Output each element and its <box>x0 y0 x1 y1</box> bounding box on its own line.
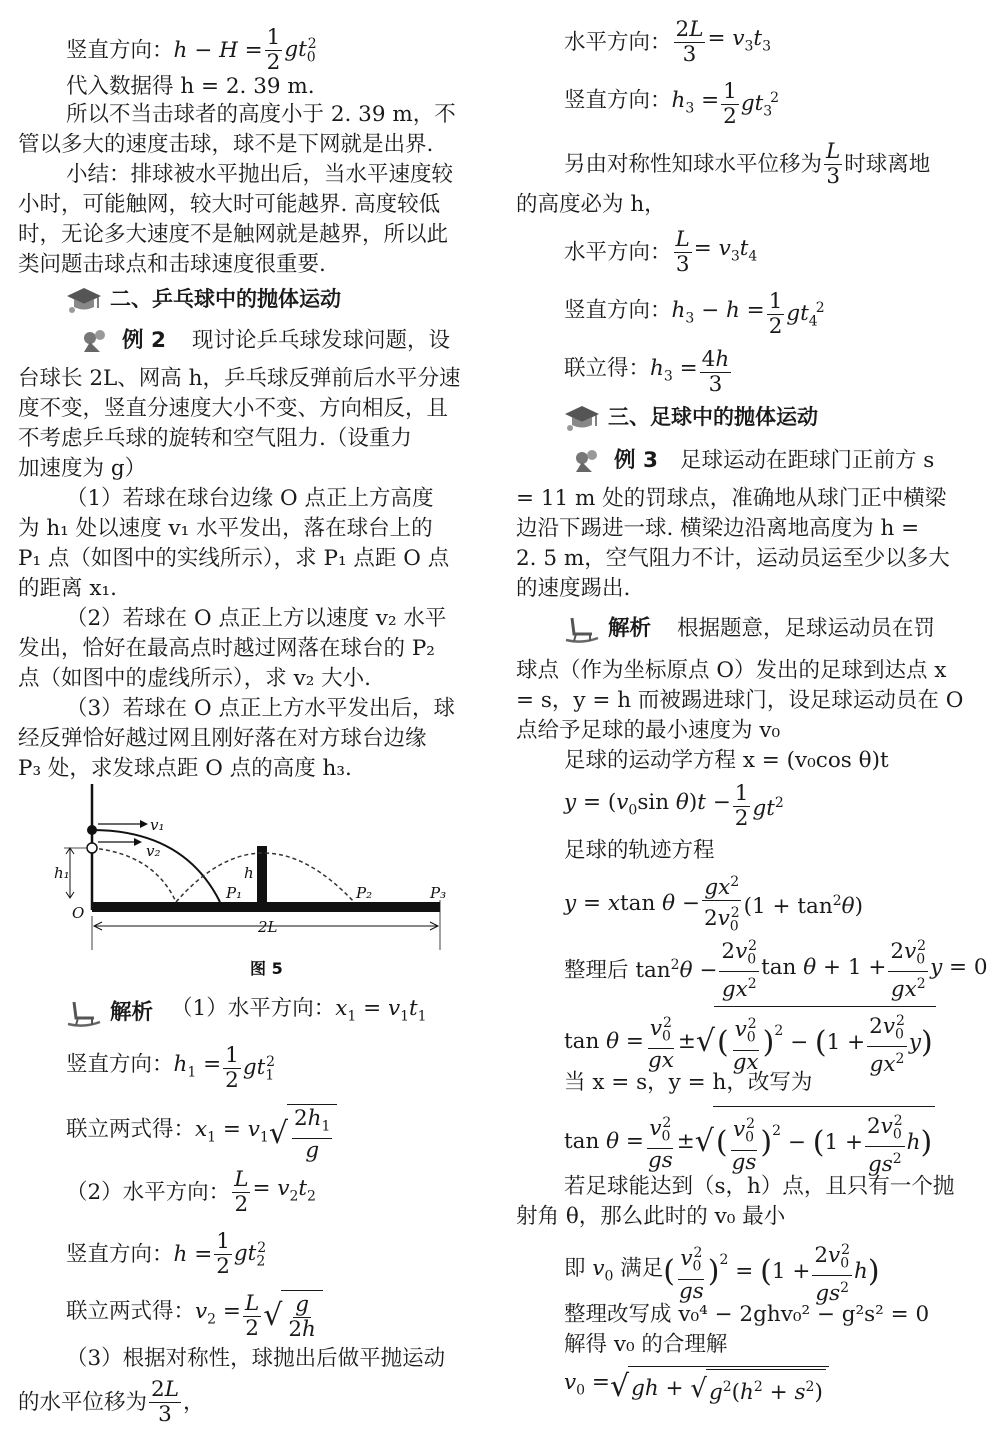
equation-y-kinematics: $y = (v_0\sin$ θ)t − $\frac{1}{2}$ $gt^2$ <box>564 781 784 831</box>
reasonable-solution-label: 解得 v₀ 的合理解 <box>564 1332 728 1357</box>
question-3-line: （3）若球在 O 点正上方水平发出后，球 <box>66 696 455 721</box>
solution-label: 解析 <box>608 616 652 641</box>
solution-heading <box>64 994 427 1031</box>
equation-x1: 联立两式得：$x_1 = v_1$ √ $2h_1$ g <box>66 1104 337 1163</box>
equation-arranged: 整理后 $\tan^2\theta$ − $\frac{2v_0^2}{gx^2}$ tan θ + 1 + $\frac{2v_0^2}{gx^2}$ y = 0 <box>564 934 988 1003</box>
summary-line: 类问题击球点和击球速度很重要. <box>18 252 326 277</box>
example-2-label: 例 2 <box>122 328 166 353</box>
equation-horizontal-L2: （2）水平方向： $\frac{L}{2}$ = $v_2t_2$ <box>66 1167 316 1217</box>
symmetry-line-2: 的高度必为 h， <box>516 192 666 217</box>
solution-label: 解析 <box>110 999 154 1025</box>
summary-line: 小结：排球被水平抛出后，当水平速度较 <box>66 162 454 187</box>
equation-satisfy: 即 $v_0$ 满足 ( $v_0^2$ gs ) $^2$ = ( 1 + $\frac{2v_0^2}{gs^2}$ h ) <box>564 1238 880 1307</box>
figure-5-diagram <box>54 784 474 984</box>
example-2-line: 现讨论乒乓球发球问题，设 <box>191 328 450 353</box>
example-2-line: 度不变，竖直分速度大小不变、方向相反，且 <box>18 396 449 421</box>
label-h1: h₁ <box>54 864 70 882</box>
example-3-line: = 11 m 处的罚球点，准确地从球门正中横梁 <box>516 486 947 511</box>
trajectory-label: 足球的轨迹方程 <box>564 838 715 863</box>
question-2-line: 点（如图中的虚线所示），求 v₂ 大小. <box>18 666 372 691</box>
equation-vertical-h: 竖直方向：h = $\frac{1}{2}$ $gt_2^2$ <box>66 1229 267 1279</box>
summary-line: 时，无论多大速度不是触网就是越界，所以此 <box>18 222 449 247</box>
question-2-line: 发出，恰好在最高点时越过网落在球台的 P₂ <box>18 636 435 661</box>
example-2-line: 台球长 2L、网高 h，乒乓球反弹前后水平分速 <box>18 366 461 391</box>
ball-hollow <box>87 843 97 853</box>
summary-line: 小时，可能触网，较大时可能越界. 高度较低 <box>18 192 441 217</box>
section-2-title: 二、乒乓球中的抛体运动 <box>110 287 341 311</box>
equation-vertical-h1: 竖直方向：$h_1$ = $\frac{1}{2}$ $gt_1^2$ <box>66 1043 276 1093</box>
example-2-line: 不考虑乒乓球的旋转和空气阻力.（设重力 <box>18 426 412 451</box>
table-surface <box>92 902 440 912</box>
equation-v2: 联立两式得：$v_2$ = $\frac{L}{2}$ √ g 2h <box>66 1290 323 1342</box>
solution-line: = s，y = h 而被踢进球门，设足球运动员在 O <box>516 688 964 713</box>
question-1-line: P₁ 点（如图中的实线所示），求 P₁ 点距 O 点 <box>18 546 450 571</box>
symmetry-line-1: 另由对称性知球水平位移为 L 3 时球离地 <box>564 139 931 189</box>
graduation-cap-icon <box>562 402 602 432</box>
example-2-line: 加速度为 g） <box>18 456 147 481</box>
question-1-line: （1）若球在球台边缘 O 点正上方高度 <box>66 486 434 511</box>
label-P1: P₁ <box>226 884 243 902</box>
equation-trajectory: y = xtan θ − $\frac{gx^2}{2v_0^2}$ $(1 + \tan^2\theta)$ <box>564 870 863 939</box>
section-heading <box>64 284 341 314</box>
solution-line: 根据题意，足球运动员在罚 <box>677 616 936 641</box>
paragraph-line: 管以多大的速度击球，球不是下网就是出界. <box>18 132 434 157</box>
question-2-line: （2）若球在 O 点正上方以速度 v₂ 水平 <box>66 606 447 631</box>
net <box>257 846 267 902</box>
example-3-heading <box>568 446 934 476</box>
equation-final-v0: $v_0$ = √ gh + √ $g^2(h^2 + s^2)$ <box>564 1366 829 1408</box>
question-1-line: 的距离 x₁. <box>18 576 117 601</box>
condition-line: 射角 θ，那么此时的 v₀ 最小 <box>516 1204 786 1229</box>
solid-trajectory <box>92 830 220 902</box>
solution-3-line: （3）根据对称性，球抛出后做平抛运动 <box>66 1346 446 1371</box>
label-O: O <box>72 904 85 922</box>
example-3-line: 边沿下踢进一球. 横梁边沿离地高度为 h = <box>516 516 920 541</box>
example-3-line: 的速度踢出. <box>516 576 631 601</box>
ball-solid <box>87 825 97 835</box>
flower-icon <box>568 446 608 476</box>
label-P3: P₃ <box>430 884 447 902</box>
substitution-line: 当 x = s，y = h，改写为 <box>564 1070 813 1095</box>
section-heading <box>562 402 818 432</box>
equation-tan-solution-2: tan θ = $\frac{v_0^2}{gs}$ ± √ ( $v_0^2$ gs ) $^2$ − ( 1 + $\frac{2v_0^2}{gs^2}$ h ) <box>564 1106 935 1178</box>
question-3-line: P₃ 处，求发球点距 O 点的高度 h₃. <box>18 756 352 781</box>
condition-line: 若足球能达到（s，h）点，且只有一个抛 <box>564 1174 955 1199</box>
graduation-cap-icon <box>64 284 104 314</box>
solution-1-horizontal: （1）水平方向：$x_1 = v_1t_1$ <box>171 996 427 1025</box>
equation-vertical-h-H: 竖直方向：h − H = $\frac{1}{2}$ $gt_0^2$ <box>66 25 317 75</box>
paragraph-line: 所以不当击球者的高度小于 2. 39 m，不 <box>66 102 456 127</box>
kinematics-equation: 足球的运动学方程 x = (v₀cos θ)t <box>564 748 889 773</box>
rocking-chair-icon <box>64 998 104 1028</box>
label-v2: v₂ <box>146 842 161 860</box>
equation-vertical-h3: 竖直方向：$h_3$ = $\frac{1}{2}$ $gt_3^2$ <box>564 79 780 129</box>
equation-vertical-h3-h: 竖直方向：$h_3 - h$ = $\frac{1}{2}$ $gt_4^2$ <box>564 289 825 339</box>
rewrite-line: 整理改写成 v₀⁴ − 2ghv₀² − g²s² = 0 <box>564 1302 930 1327</box>
example-3-label: 例 3 <box>614 448 658 473</box>
figure-caption: 图 5 <box>250 959 283 978</box>
equation-tan-solution: tan θ = $\frac{v_0^2}{gx}$ ± √ ( $v_0^2$ gx ) $^2$ − ( 1 + $\frac{2v_0^2}{gx^2}$ y ) <box>564 1006 936 1078</box>
example-3-line: 足球运动在距球门正前方 s <box>679 448 935 473</box>
question-1-line: 为 h₁ 处以速度 v₁ 水平发出，落在球台上的 <box>18 516 433 541</box>
solution-3-line-2: 的水平位移为 2L 3 ， <box>18 1377 205 1427</box>
equation-horizontal-L3: 水平方向： $\frac{L}{3}$ = $v_3t_4$ <box>564 227 758 277</box>
h-value-line: 代入数据得 h = 2. 39 m. <box>66 74 315 99</box>
question-3-line: 经反弹恰好越过网且刚好落在对方球台边缘 <box>18 726 427 751</box>
example-3-line: 2. 5 m，空气阻力不计，运动员运至少以多大 <box>516 546 950 571</box>
label-v1: v₁ <box>150 816 165 834</box>
label-2L: 2L <box>258 918 278 936</box>
label-P2: P₂ <box>356 884 373 902</box>
rocking-chair-icon <box>562 614 602 644</box>
equation-horizontal-2L3: 水平方向： $\frac{2L}{3}$ = $v_3t_3$ <box>564 17 771 67</box>
section-3-title: 三、足球中的抛体运动 <box>608 405 818 429</box>
solution-heading <box>562 614 935 644</box>
solution-line: 点给予足球的最小速度为 v₀ <box>516 718 781 743</box>
solution-line: 球点（作为坐标原点 O）发出的足球到达点 x <box>516 658 947 683</box>
example-2-heading <box>76 326 450 356</box>
flower-icon <box>76 326 116 356</box>
label-h: h <box>244 864 254 882</box>
equation-h3-result: 联立得：$h_3$ = $\frac{4h}{3}$ <box>564 347 730 397</box>
dashed-trajectory-1 <box>92 848 176 902</box>
